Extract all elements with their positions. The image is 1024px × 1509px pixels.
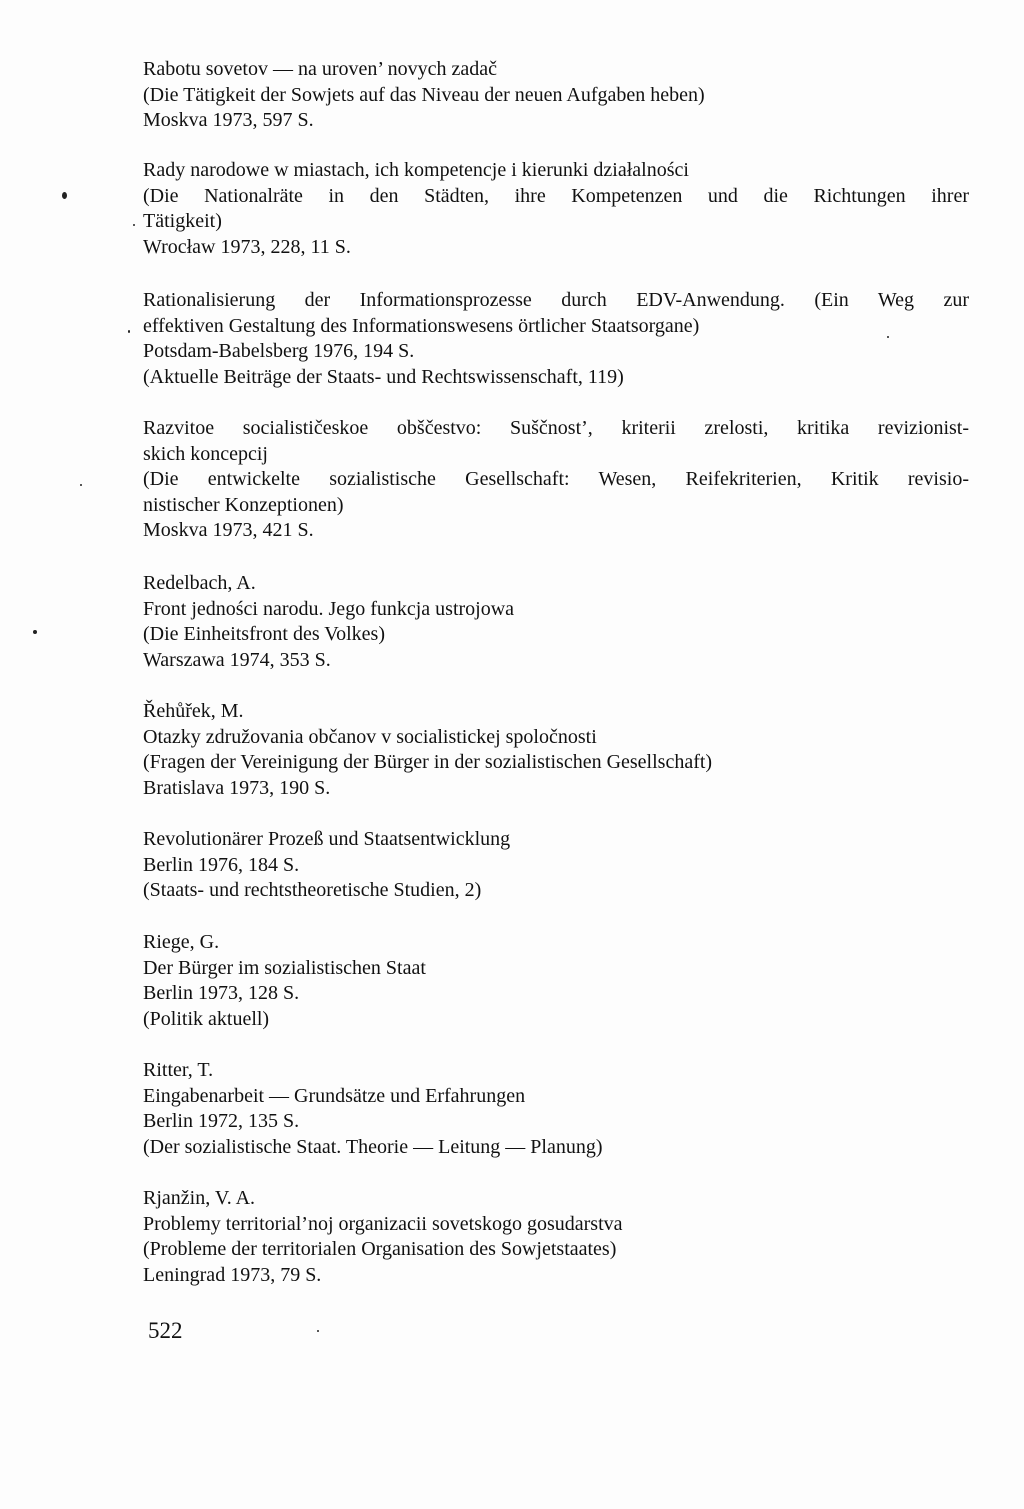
entry-title: Der Bürger im sozialistischen Staat — [143, 956, 426, 979]
entry-title: Otazky združovania občanov v socialistickej spoločnosti — [143, 725, 597, 748]
bibliography-entry — [143, 1186, 969, 1288]
entry-series: (Politik aktuell) — [143, 1007, 270, 1030]
entry-series: (Der sozialistische Staat. Theorie — Leitung — Planung) — [143, 1135, 603, 1158]
entry-title: Eingabenarbeit — Grundsätze und Erfahrungen — [143, 1084, 526, 1107]
entry-translation: (Die entwickelte sozialistische Gesellschaft: Wesen, Reifekriterien, Kritik revisio- — [143, 468, 969, 490]
entry-title: Problemy territorial’noj organizacii sovetskogo gosudarstva — [143, 1212, 623, 1235]
entry-title: Razvitoe socialističeskoe obščestvo: Suščnost’, kriterii zrelosti, kritika revizionist- — [143, 417, 969, 439]
scan-speck — [887, 336, 889, 338]
bibliography-entry — [143, 699, 969, 801]
entry-publication: Bratislava 1973, 190 S. — [143, 776, 331, 799]
entry-publication: Berlin 1972, 135 S. — [143, 1110, 300, 1132]
bibliography-entry — [143, 288, 969, 390]
bibliography-entry — [143, 1058, 969, 1160]
entry-series: (Aktuelle Beiträge der Staats- und Rechtswissenschaft, 119) — [143, 365, 624, 388]
entry-translation: (Die Einheitsfront des Volkes) — [143, 623, 386, 645]
entry-author: Riege, G. — [143, 931, 220, 953]
entry-title-cont: effektiven Gestaltung des Informationswesens örtlicher Staatsorgane) — [143, 314, 700, 337]
entry-publication: Warszawa 1974, 353 S. — [143, 648, 331, 671]
scan-speck — [317, 1330, 319, 1332]
bibliography-entry — [143, 57, 969, 134]
entry-translation-cont: nistischer Konzeptionen) — [143, 493, 344, 516]
entry-author: Řehůřek, M. — [143, 700, 244, 722]
bibliography-entry — [143, 158, 969, 260]
entry-author: Redelbach, A. — [143, 572, 256, 594]
entry-publication: Potsdam-Babelsberg 1976, 194 S. — [143, 340, 415, 362]
entry-publication: Moskva 1973, 597 S. — [143, 109, 314, 131]
entry-title: Rady narodowe w miastach, ich kompetencje i kierunki działalności — [143, 159, 689, 181]
entry-publication: Leningrad 1973, 79 S. — [143, 1263, 322, 1286]
entry-publication: Wrocław 1973, 228, 11 S. — [143, 235, 351, 258]
bibliography-entry — [143, 416, 969, 544]
entry-title: Rabotu sovetov — na uroven’ novych zadač — [143, 58, 497, 80]
entry-author: Rjanžin, V. A. — [143, 1187, 256, 1209]
entry-translation: (Die Nationalräte in den Städten, ihre Kompetenzen und die Richtungen ihrer — [143, 184, 969, 207]
bibliography-entry — [143, 930, 969, 1032]
entry-translation-cont: Tätigkeit) — [143, 210, 222, 232]
entry-translation: (Fragen der Vereinigung der Bürger in der sozialistischen Gesellschaft) — [143, 751, 713, 773]
entry-publication: Berlin 1973, 128 S. — [143, 982, 300, 1004]
bibliography-entry — [143, 571, 969, 673]
scan-speck — [133, 224, 135, 226]
entry-title: Front jedności narodu. Jego funkcja ustrojowa — [143, 597, 515, 620]
scan-speck — [80, 484, 82, 486]
entry-title: Rationalisierung der Informationsprozesse durch EDV-Anwendung. (Ein Weg zur — [143, 289, 969, 311]
entry-title: Revolutionärer Prozeß und Staatsentwicklung — [143, 828, 511, 850]
scan-speck — [33, 630, 37, 634]
scan-speck — [62, 192, 67, 199]
entry-translation: (Probleme der territorialen Organisation des Sowjetstaates) — [143, 1238, 617, 1260]
entry-author: Ritter, T. — [143, 1059, 214, 1081]
entry-publication: Berlin 1976, 184 S. — [143, 853, 300, 876]
scan-speck — [128, 330, 130, 333]
entry-series: (Staats- und rechtstheoretische Studien, 2) — [143, 879, 482, 901]
entry-translation: (Die Tätigkeit der Sowjets auf das Niveau der neuen Aufgaben heben) — [143, 83, 705, 106]
entry-publication: Moskva 1973, 421 S. — [143, 519, 314, 541]
bibliography-entry — [143, 827, 969, 904]
page-number: 522 — [148, 1318, 183, 1343]
entry-title-cont: skich koncepcij — [143, 442, 268, 465]
